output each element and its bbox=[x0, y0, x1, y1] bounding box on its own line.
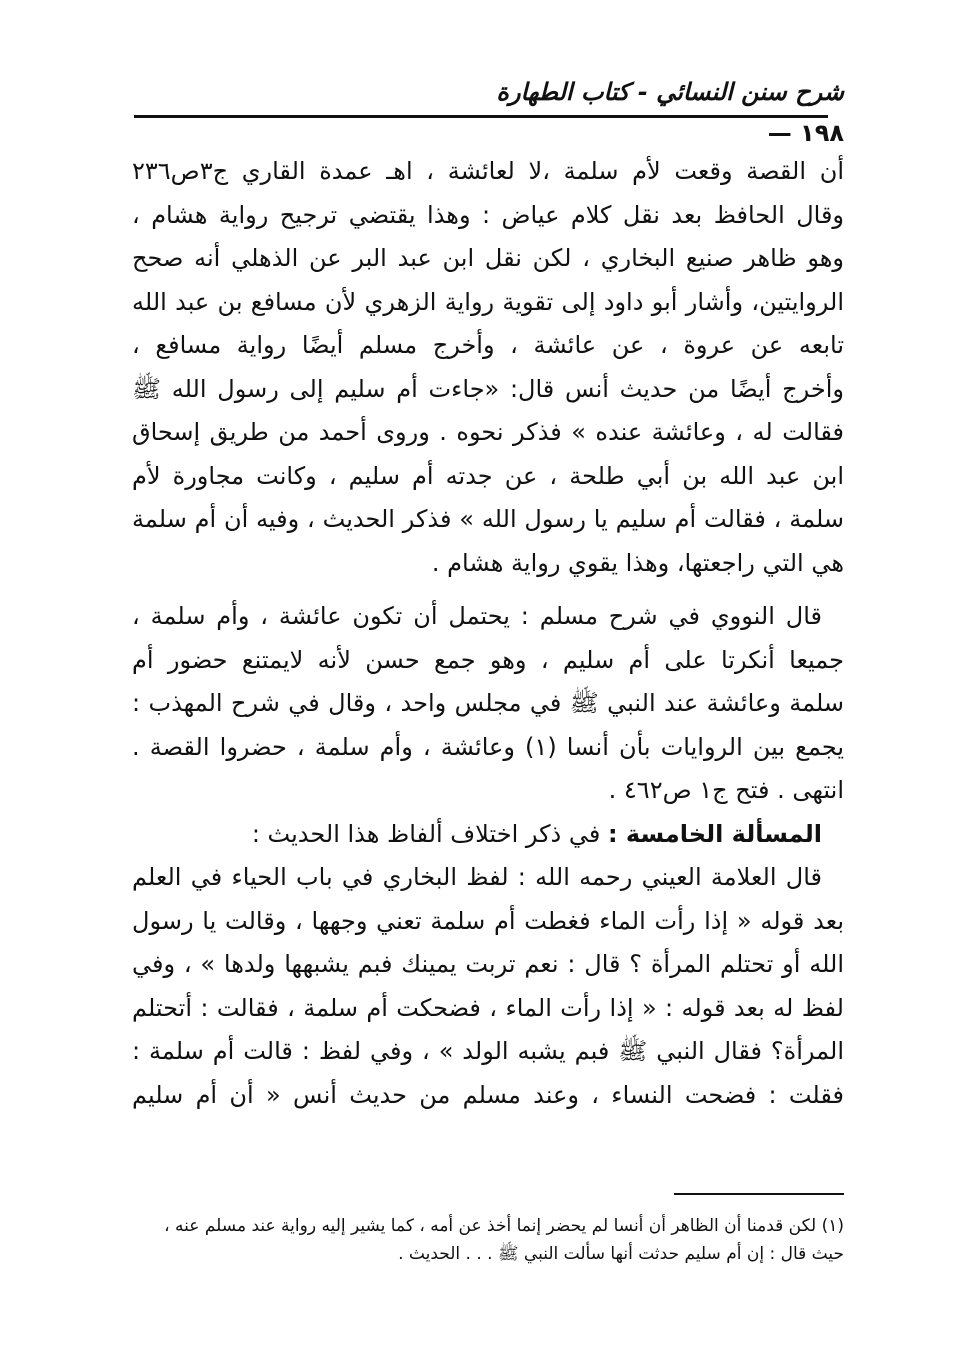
page-number: — ١٩٨ bbox=[767, 119, 844, 147]
text-line: الله أو تحتلم المرأة ؟ قال : نعم تربت يمينك فبم يشبهها ولدها » ، وفي bbox=[132, 950, 844, 978]
text-line: يجمع بين الروايات بأن أنسا (١) وعائشة ، وأم سلمة ، حضروا القصة . bbox=[132, 732, 844, 761]
footnote-line: حيث قال : إن أم سليم حدثت أنها سألت النبي ﷺ . . . الحديث . bbox=[398, 1244, 844, 1264]
paragraph-gap bbox=[132, 585, 844, 595]
text-line: لفظ له بعد قوله : « إذا رأت الماء ، فضحكت أم سلمة ، فقالت : أتحتلم bbox=[132, 993, 844, 1022]
footnote-rule bbox=[674, 1193, 844, 1195]
text-line: المرأة؟ فقال النبي ﷺ فبم يشبه الولد » ، وفي لفظ : قالت أم سلمة : bbox=[132, 1037, 844, 1065]
main-text bbox=[132, 150, 844, 1117]
text-line: انتهى . فتح ج١ ص٤٦٢ . bbox=[608, 776, 844, 804]
text-line: تابعه عن عروة ، عن عائشة ، وأخرج مسلم أيضًا رواية مسافع ، bbox=[132, 331, 844, 359]
text-line: سلمة ، فقالت أم سليم يا رسول الله » فذكر الحديث ، وفيه أن أم سلمة bbox=[132, 505, 844, 533]
text-line: قال العلامة العيني رحمه الله : لفظ البخاري في باب الحياء في العلم bbox=[132, 863, 822, 891]
text-line: وأخرج أيضًا من حديث أنس قال: «جاءت أم سليم إلى رسول الله ﷺ bbox=[132, 374, 844, 403]
text-line: سلمة وعائشة عند النبي ﷺ في مجلس واحد ، وقال في شرح المهذب : bbox=[132, 689, 844, 717]
text-line: بعد قوله « إذا رأت الماء فغطت أم سلمة تعني وجهها ، وقالت يا رسول bbox=[132, 906, 844, 935]
footnotes bbox=[132, 1212, 844, 1268]
text-line: قال النووي في شرح مسلم : يحتمل أن تكون عائشة ، وأم سلمة ، bbox=[132, 602, 822, 630]
text-line: جميعا أنكرتا على أم سليم ، وهو جمع حسن لأنه لايمتنع حضور أم bbox=[132, 645, 844, 674]
text-line: هي التي راجعتها، وهذا يقوي رواية هشام . bbox=[431, 548, 844, 577]
text-line: ابن عبد الله بن أبي طلحة ، عن جدته أم سليم ، وكانت مجاورة لأم bbox=[132, 461, 844, 490]
text-line: فقالت له ، وعائشة عنده » فذكر نحوه . وروى أحمد من طريق إسحاق bbox=[132, 418, 844, 446]
text-line: وهو ظاهر صنيع البخاري ، لكن نقل ابن عبد البر عن الذهلي أنه صحح bbox=[132, 244, 844, 272]
section-heading-text: في ذكر اختلاف ألفاظ هذا الحديث : bbox=[251, 819, 608, 848]
running-header-title: شرح سنن النسائي - كتاب الطهارة bbox=[496, 78, 844, 106]
text-line: الروايتين، وأشار أبو داود إلى تقوية رواية الزهري لأن مسافع بن عبد الله bbox=[132, 287, 844, 316]
text-line: وقال الحافظ بعد نقل كلام عياض : وهذا يقتضي ترجيح رواية هشام ، bbox=[132, 200, 844, 229]
section-heading bbox=[132, 813, 844, 857]
footnote-line: (١) لكن قدمنا أن الظاهر أن أنسا لم يحضر إنما أخذ عن أمه ، كما يشير إليه رواية عند مسلم عنه ، bbox=[164, 1216, 844, 1236]
text-line: فقلت : فضحت النساء ، وعند مسلم من حديث أنس « أن أم سليم bbox=[132, 1080, 844, 1109]
header-rule bbox=[134, 115, 828, 118]
section-heading-label: المسألة الخامسة : bbox=[607, 819, 822, 848]
text-line: أن القصة وقعت لأم سلمة ،لا لعائشة ، اهـ عمدة القاري ج٣ص٢٣٦ bbox=[132, 157, 844, 185]
